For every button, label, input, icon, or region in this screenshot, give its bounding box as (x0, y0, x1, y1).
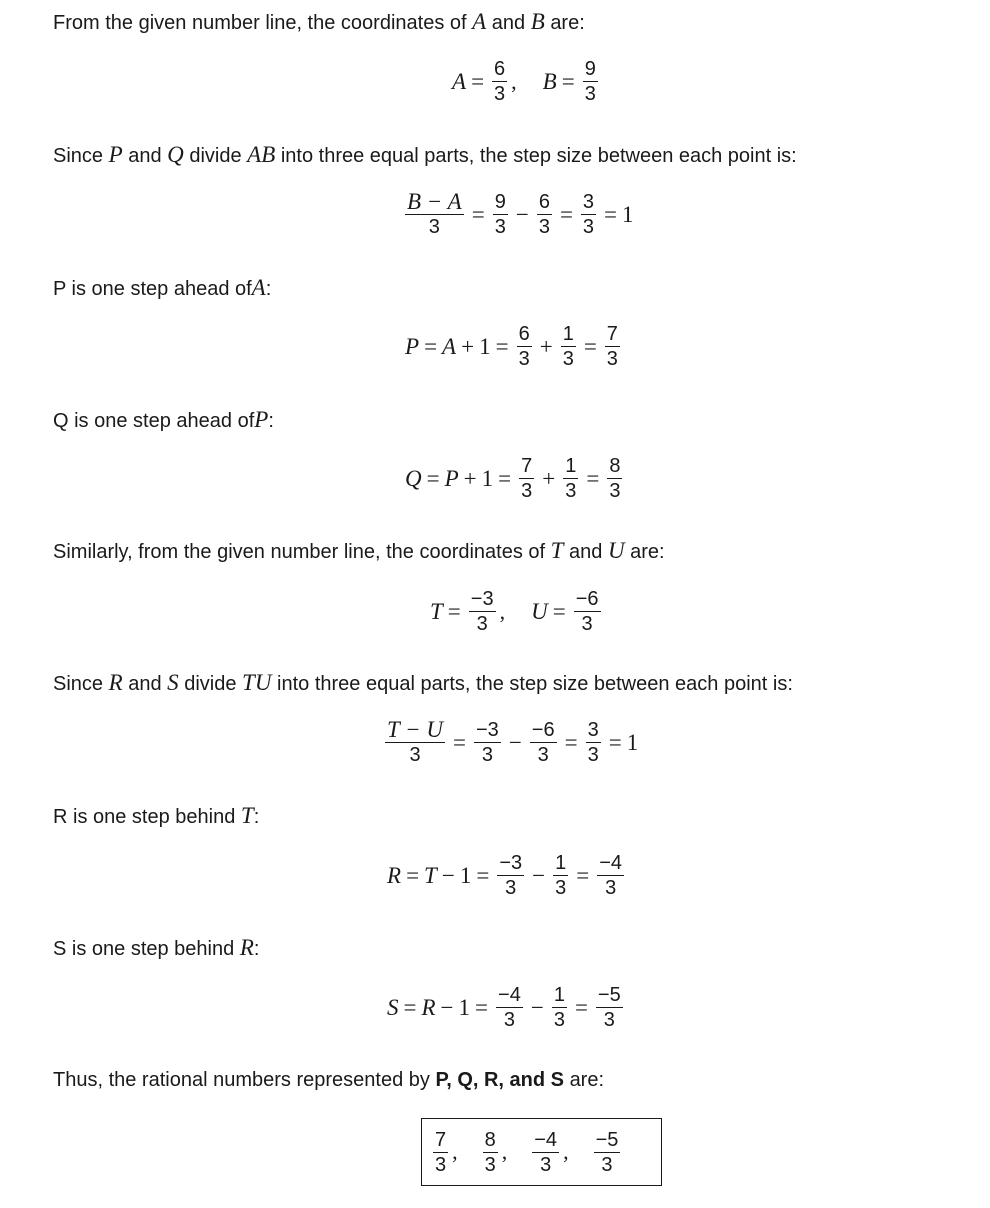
var-r: R (108, 670, 123, 695)
var-u: U (531, 598, 548, 624)
numerator: −3 (476, 719, 499, 741)
equals: = (604, 201, 618, 227)
var-q: Q (167, 142, 184, 167)
denominator: 3 (605, 877, 617, 899)
var-a: A (472, 9, 487, 34)
var-b: B (530, 9, 545, 34)
equals: = (583, 333, 597, 359)
numerator: 1 (555, 852, 567, 874)
frac-u (530, 719, 557, 766)
eq-q (405, 455, 625, 502)
frac-s (594, 1129, 621, 1176)
var-t: T (240, 803, 254, 828)
fraction-bar (385, 742, 445, 743)
fraction-bar (563, 478, 578, 479)
frac-p (605, 323, 620, 370)
comma: , (511, 68, 517, 94)
numerator: 8 (609, 455, 621, 477)
fraction-bar (492, 81, 507, 82)
text: divide (184, 673, 237, 695)
eq-a-b (452, 58, 601, 105)
var-r: R (387, 862, 402, 888)
var-t: T (424, 862, 437, 888)
fraction-bar (574, 611, 601, 612)
text: S is one step behind (53, 938, 235, 960)
denominator: 3 (609, 480, 621, 502)
equals: = (476, 862, 490, 888)
equals: = (406, 862, 420, 888)
numerator: 6 (538, 191, 550, 213)
text: Q is one step ahead of (53, 410, 255, 432)
equals: = (447, 598, 461, 624)
numerator: −5 (597, 984, 621, 1006)
denominator: 3 (606, 348, 618, 370)
text: are: (630, 541, 665, 563)
equals: = (564, 729, 578, 755)
var-p: P (254, 407, 269, 432)
numerator: 7 (521, 455, 533, 477)
fraction-bar (607, 478, 622, 479)
frac-q (607, 455, 622, 502)
numerator: −3 (499, 852, 523, 874)
minus: − (532, 862, 546, 888)
one: 1 (622, 201, 634, 227)
equals: = (498, 465, 512, 491)
var-t: T (430, 598, 443, 624)
one: 1 (458, 994, 471, 1020)
numerator: 9 (584, 58, 596, 80)
denominator: 3 (428, 216, 440, 238)
var-b: B (542, 68, 557, 94)
denominator: 3 (553, 1009, 565, 1031)
eq-step-ab (402, 191, 634, 238)
var-p: P (405, 333, 420, 359)
colon: : (253, 806, 260, 828)
equals: = (608, 729, 622, 755)
equals: = (495, 333, 509, 359)
frac-b (583, 58, 598, 105)
numerator: 1 (562, 323, 574, 345)
eq-p (405, 323, 623, 370)
var-s: S (167, 670, 179, 695)
text: into three equal parts, the step size between each point is: (280, 145, 797, 167)
var-a: A (442, 333, 457, 359)
minus: − (508, 729, 522, 755)
text: Since (53, 145, 104, 167)
fraction-bar (586, 742, 601, 743)
numerator: −5 (595, 1128, 619, 1151)
thus-line (53, 1068, 604, 1092)
var-q: Q (405, 465, 422, 491)
numerator: −4 (534, 1128, 558, 1151)
denominator: 3 (494, 216, 506, 238)
denominator: 3 (555, 877, 567, 899)
intro-ab-line (53, 10, 585, 35)
plus: + (461, 333, 475, 359)
equals: = (586, 465, 600, 491)
comma: , (563, 1139, 569, 1164)
frac-unit (561, 323, 576, 370)
fraction-bar (517, 346, 532, 347)
denominator: 3 (565, 480, 577, 502)
equals: = (574, 994, 588, 1020)
var-r: R (421, 994, 436, 1020)
fraction-bar (597, 875, 624, 876)
bold-text: P, Q, R, and S (435, 1069, 564, 1091)
frac-q (483, 1129, 498, 1176)
denominator: 3 (409, 744, 421, 766)
minus: − (441, 862, 455, 888)
numerator: 3 (582, 191, 595, 213)
denominator: 3 (537, 744, 549, 766)
equals: = (403, 994, 417, 1020)
fraction-bar (433, 1152, 448, 1153)
frac-p (519, 455, 534, 502)
denominator: 3 (476, 613, 488, 635)
comma: , (452, 1139, 458, 1164)
var-p: P (444, 465, 459, 491)
numerator: 7 (606, 323, 618, 345)
equals: = (471, 201, 485, 227)
since-rs-line (53, 671, 793, 696)
text: Since (53, 673, 104, 695)
comma: , (501, 1139, 508, 1164)
text: and (491, 12, 526, 34)
fraction-bar (537, 214, 552, 215)
denominator: 3 (484, 1153, 496, 1176)
equals: = (559, 201, 573, 227)
equals: = (471, 68, 485, 94)
colon: : (268, 410, 274, 432)
s-behind-line (53, 936, 259, 961)
equals: = (453, 729, 466, 755)
fraction-bar (581, 214, 596, 215)
eq-s (387, 984, 626, 1031)
minus: − (440, 994, 454, 1020)
numerator: 1 (553, 984, 565, 1006)
fraction-bar (561, 346, 576, 347)
denominator: 3 (540, 1153, 552, 1176)
text: and (128, 673, 162, 695)
text: and (128, 145, 162, 167)
eq-r (387, 852, 627, 899)
numerator: −3 (470, 588, 494, 610)
text: are: (569, 1069, 605, 1091)
equals: = (424, 333, 438, 359)
fraction-bar (497, 875, 524, 876)
denominator: 3 (518, 348, 530, 370)
plus: + (463, 465, 477, 491)
numerator: 6 (518, 323, 530, 345)
one: 1 (479, 333, 491, 359)
denominator: 3 (481, 744, 493, 766)
text: R is one step behind (53, 806, 236, 828)
numerator: 6 (494, 58, 506, 80)
numerator: 7 (435, 1128, 447, 1151)
var-p: P (108, 142, 123, 167)
text: into three equal parts, the step size between each point is: (277, 673, 793, 695)
numerator: 9 (494, 191, 506, 213)
frac-r (597, 852, 624, 899)
var-tu: TU (242, 670, 272, 695)
fraction-bar (532, 1152, 559, 1153)
fraction-bar (552, 1007, 567, 1008)
eq-step-tu (382, 719, 638, 766)
text: Similarly, from the given number line, the coordinates of (53, 541, 546, 563)
denominator: 3 (584, 83, 596, 105)
fraction-bar (583, 81, 598, 82)
frac-u (574, 588, 601, 635)
fraction-bar (405, 214, 464, 215)
frac-step (586, 719, 601, 766)
equals: = (426, 465, 440, 491)
r-behind-line (53, 804, 259, 829)
denominator: 3 (582, 216, 595, 238)
numerator: −6 (575, 588, 599, 610)
one: 1 (459, 862, 472, 888)
one: 1 (481, 465, 494, 491)
denominator: 3 (603, 1009, 615, 1031)
p-ahead-line (53, 276, 271, 301)
var-a: A (251, 275, 266, 300)
answer-box (421, 1118, 662, 1186)
frac-b (493, 191, 508, 238)
fraction-bar (496, 1007, 523, 1008)
denominator: 3 (562, 348, 574, 370)
var-a: A (452, 68, 467, 94)
colon: : (265, 278, 272, 300)
var-ab: AB (247, 142, 276, 167)
denominator: 3 (494, 83, 506, 105)
frac-a (517, 323, 532, 370)
frac-unit (553, 852, 568, 899)
var-r: R (239, 935, 254, 960)
since-pq-line (53, 143, 797, 168)
denominator: 3 (601, 1153, 613, 1176)
fraction-bar (519, 478, 534, 479)
var-s: S (387, 994, 399, 1020)
frac-a (492, 58, 507, 105)
denominator: 3 (581, 613, 593, 635)
equals: = (552, 598, 566, 624)
fraction-bar (469, 611, 496, 612)
text: and (569, 541, 603, 563)
frac-t (497, 852, 524, 899)
numerator: T − U (387, 717, 444, 742)
denominator: 3 (538, 216, 550, 238)
plus: + (539, 333, 553, 359)
minus: − (530, 994, 544, 1020)
equals: = (475, 994, 489, 1020)
numerator: −4 (498, 984, 521, 1006)
text: P is one step ahead of (53, 278, 252, 300)
frac-r (496, 984, 523, 1031)
frac-unit (552, 984, 567, 1031)
frac-s (596, 984, 623, 1031)
minus: − (515, 201, 529, 227)
fraction-bar (474, 742, 501, 743)
similarly-line (53, 539, 665, 564)
one: 1 (626, 729, 639, 755)
fraction-bar (594, 1152, 621, 1153)
numerator: −6 (531, 719, 555, 741)
eq-t-u (430, 588, 604, 635)
frac-b-minus-a (405, 191, 464, 238)
comma: , (499, 598, 506, 624)
text: are: (550, 12, 585, 34)
denominator: 3 (435, 1153, 447, 1176)
text: Thus, the rational numbers represented by (53, 1069, 430, 1091)
frac-a (537, 191, 552, 238)
fraction-bar (483, 1152, 498, 1153)
text: From the given number line, the coordinates of (53, 12, 467, 34)
denominator: 3 (521, 480, 533, 502)
frac-r (532, 1129, 559, 1176)
equals: = (576, 862, 590, 888)
denominator: 3 (503, 1009, 515, 1031)
numerator: −4 (599, 852, 623, 874)
plus: + (542, 465, 556, 491)
frac-t-minus-u (385, 719, 445, 766)
denominator: 3 (587, 744, 599, 766)
frac-p (433, 1129, 448, 1176)
text: divide (189, 145, 242, 167)
fraction-bar (605, 346, 620, 347)
frac-unit (563, 455, 578, 502)
equals: = (561, 68, 575, 94)
fraction-bar (553, 875, 568, 876)
numerator: 1 (565, 455, 577, 477)
frac-step (581, 191, 596, 238)
numerator: 3 (587, 719, 599, 741)
fraction-bar (596, 1007, 623, 1008)
frac-t (474, 719, 501, 766)
colon: : (253, 938, 260, 960)
numerator: B − A (407, 189, 462, 214)
var-u: U (607, 538, 625, 563)
denominator: 3 (505, 877, 517, 899)
var-t: T (550, 538, 564, 563)
numerator: 8 (484, 1128, 496, 1151)
fraction-bar (493, 214, 508, 215)
fraction-bar (530, 742, 557, 743)
frac-t (469, 588, 496, 635)
q-ahead-line (53, 408, 274, 433)
